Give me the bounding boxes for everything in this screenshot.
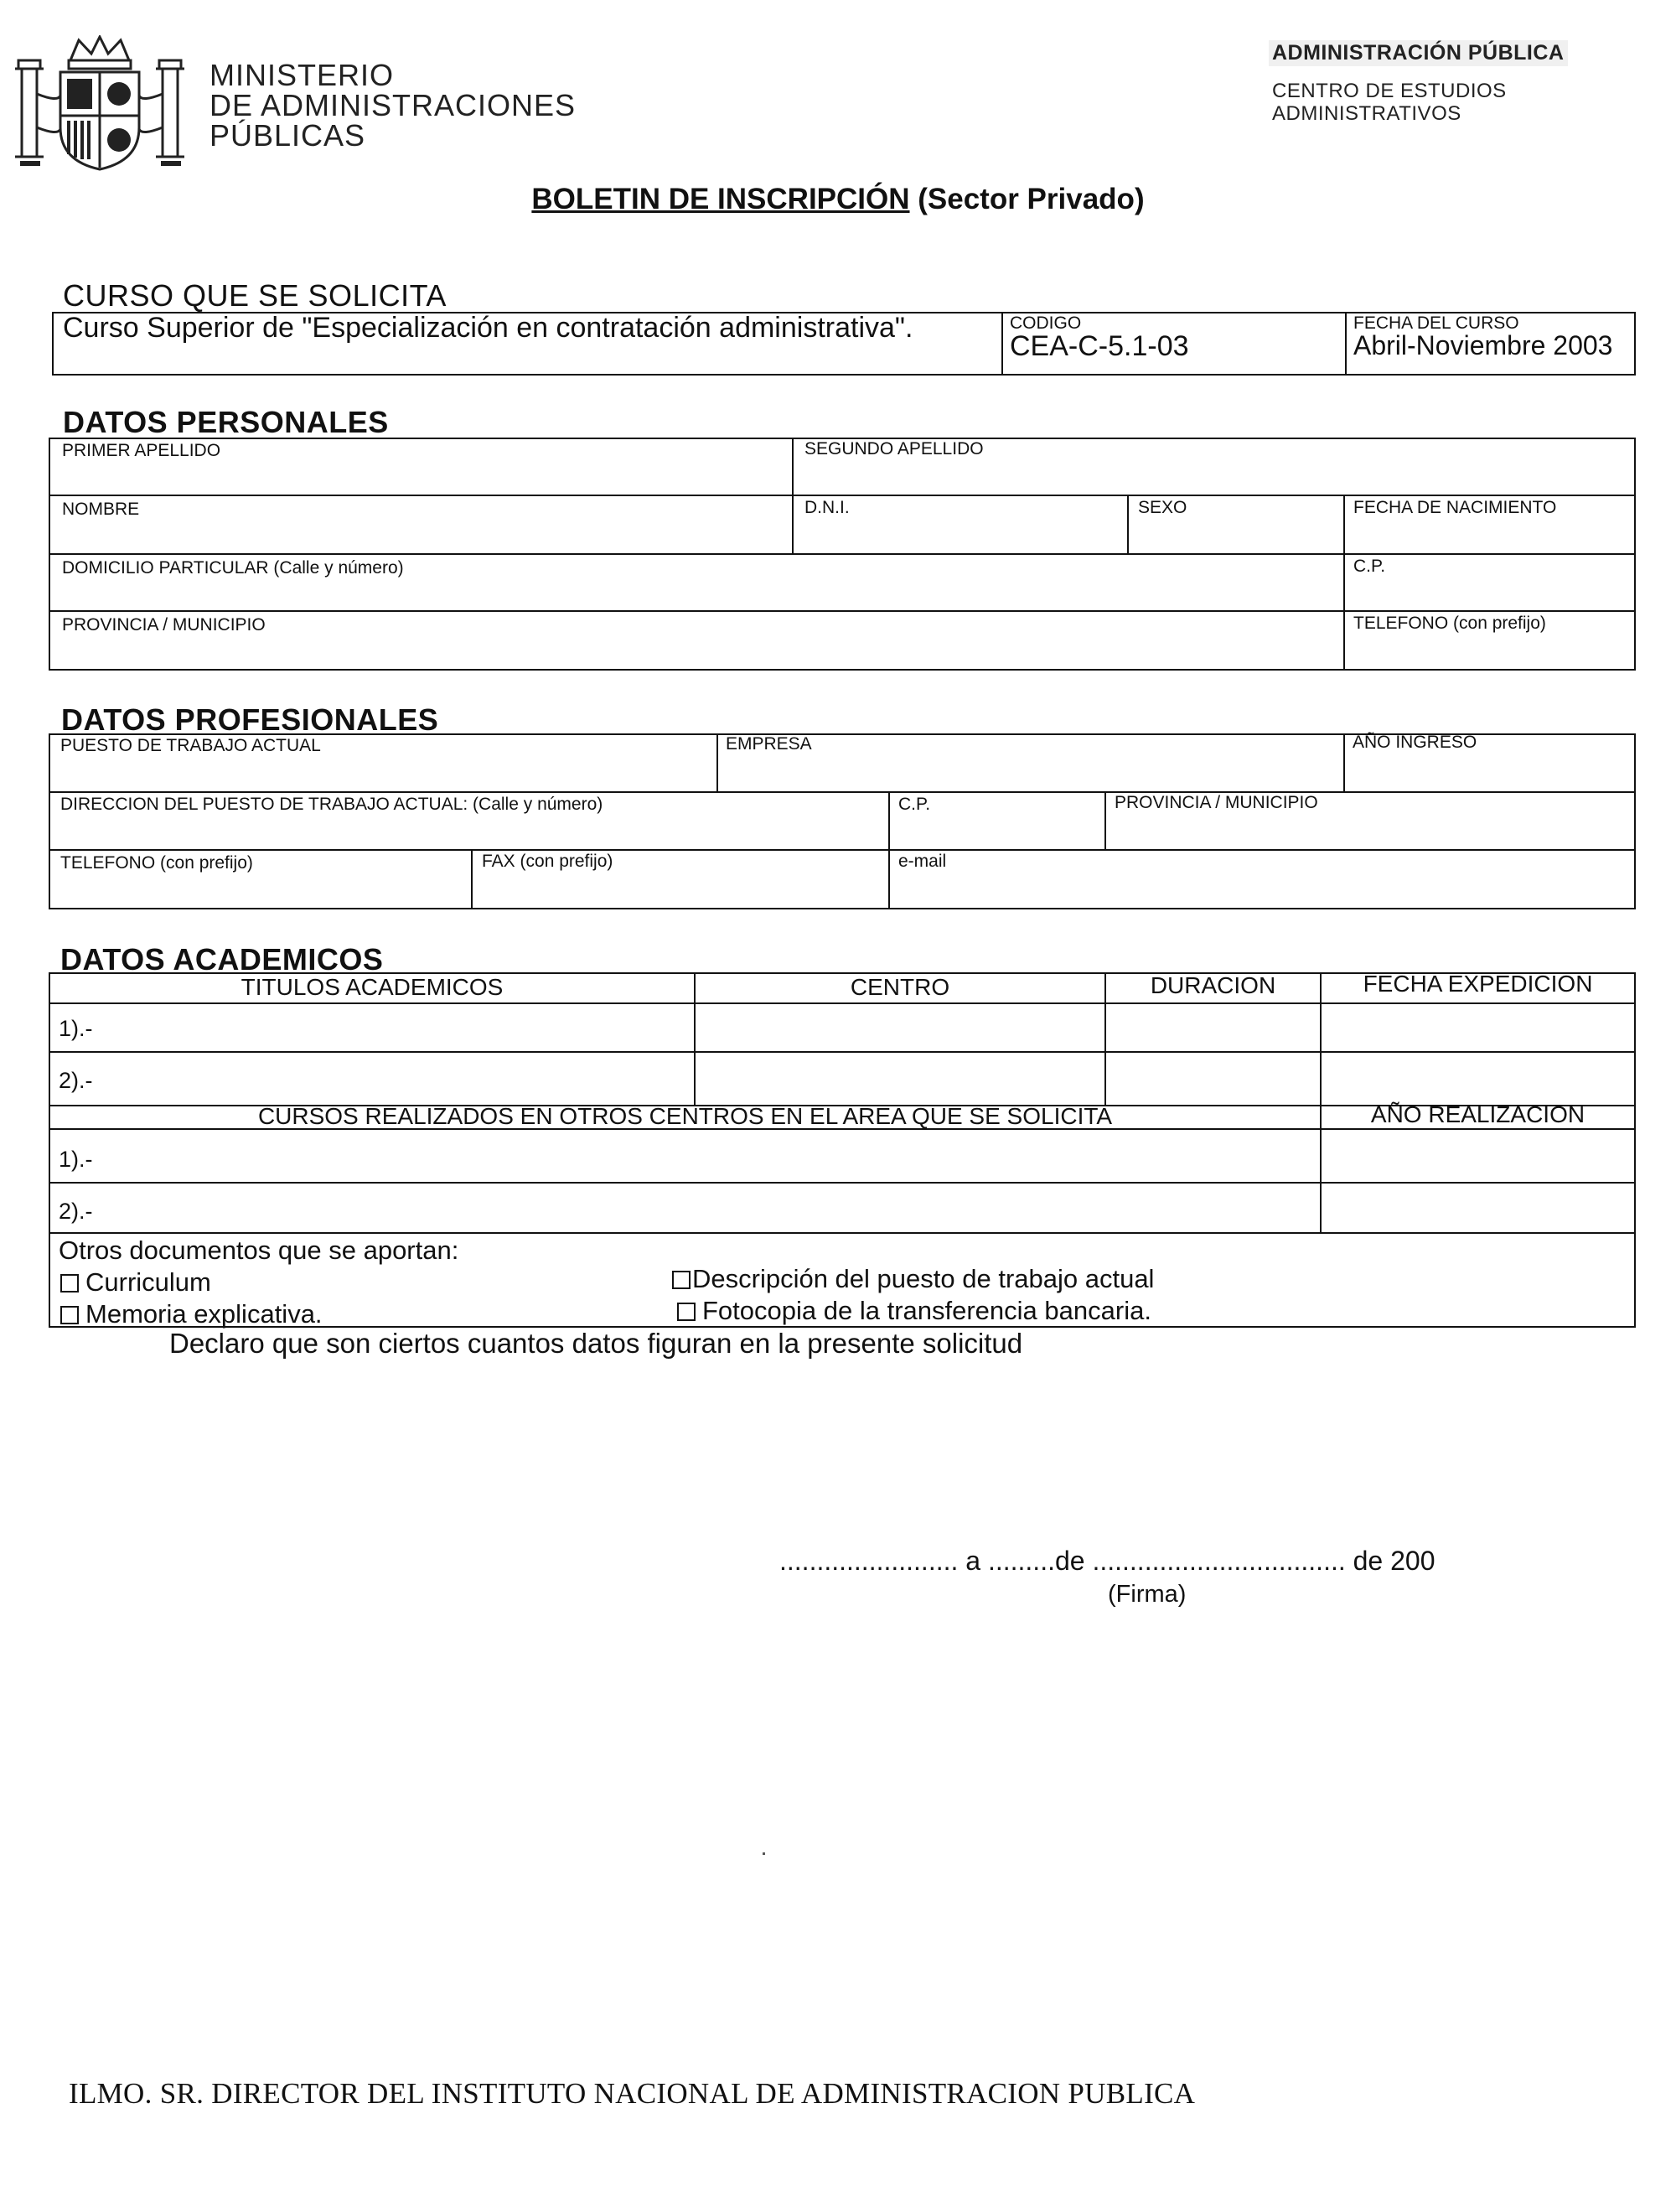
doc-fotocopia-label: Fotocopia de la transferencia bancaria. xyxy=(702,1296,1151,1325)
form-title-main: BOLETIN DE INSCRIPCIÓN xyxy=(531,183,910,215)
professional-col-line-3 xyxy=(888,791,890,909)
form-title xyxy=(0,183,1676,216)
field-email[interactable]: e-mail xyxy=(898,852,947,871)
signature-label: (Firma) xyxy=(1108,1581,1187,1608)
field-puesto[interactable]: PUESTO DE TRABAJO ACTUAL xyxy=(60,736,321,755)
field-provincia-trabajo[interactable]: PROVINCIA / MUNICIPIO xyxy=(1115,793,1318,812)
otros-documentos-label: Otros documentos que se aportan: xyxy=(59,1236,459,1265)
center-line-2: ADMINISTRATIVOS xyxy=(1272,102,1461,125)
col-cursos: CURSOS REALIZADOS EN OTROS CENTROS EN EL AREA QUE SE SOLICITA xyxy=(257,1103,1113,1129)
field-telefono-trabajo[interactable]: TELEFONO (con prefijo) xyxy=(60,853,253,873)
professional-row-line-2 xyxy=(49,849,1636,851)
doc-descripcion[interactable] xyxy=(672,1264,1154,1294)
academic-row-line-2 xyxy=(49,1051,1636,1053)
admin-title: ADMINISTRACIÓN PÚBLICA xyxy=(1269,40,1568,66)
field-provincia[interactable]: PROVINCIA / MUNICIPIO xyxy=(62,615,266,635)
col-anio-realizacion: AÑO REALIZACION xyxy=(1370,1101,1585,1127)
academic-row-line-6 xyxy=(49,1232,1636,1234)
checkbox-icon[interactable] xyxy=(60,1306,79,1324)
addressee: ILMO. SR. DIRECTOR DEL INSTITUTO NACIONAL DE ADMINISTRACION PUBLICA xyxy=(69,2077,1196,2110)
course-date-value[interactable]: Abril-Noviembre 2003 xyxy=(1353,330,1613,360)
course-divider-1 xyxy=(1001,312,1003,376)
field-telefono[interactable]: TELEFONO (con prefijo) xyxy=(1353,614,1546,633)
field-anio-ingreso[interactable]: AÑO INGRESO xyxy=(1353,733,1477,752)
course-heading: CURSO QUE SE SOLICITA xyxy=(63,278,447,313)
personal-row-line-2 xyxy=(49,553,1636,555)
center-line-1: CENTRO DE ESTUDIOS xyxy=(1272,80,1507,102)
field-cp-trabajo[interactable]: C.P. xyxy=(898,795,931,814)
academic-row-line-5 xyxy=(49,1182,1636,1184)
curso-row-1[interactable]: 1).- xyxy=(59,1147,93,1172)
scan-speck xyxy=(763,1852,765,1855)
personal-heading: DATOS PERSONALES xyxy=(63,405,389,439)
personal-col-line-2 xyxy=(1127,495,1129,553)
academic-heading: DATOS ACADEMICOS xyxy=(60,942,384,976)
personal-row-line-1 xyxy=(49,495,1636,496)
place-date-line[interactable]: ........................ a .........de .................................. de 200 xyxy=(779,1546,1435,1576)
doc-memoria[interactable] xyxy=(60,1299,323,1329)
field-direccion-trabajo[interactable]: DIRECCION DEL PUESTO DE TRABAJO ACTUAL: (Calle y número) xyxy=(60,795,603,814)
titulo-row-2[interactable]: 2).- xyxy=(59,1068,93,1093)
col-centro: CENTRO xyxy=(850,974,950,1000)
course-code-value[interactable]: CEA-C-5.1-03 xyxy=(1010,330,1189,362)
declaration: Declaro que son ciertos cuantos datos figuran en la presente solicitud xyxy=(169,1328,1023,1359)
field-dni[interactable]: D.N.I. xyxy=(804,498,850,517)
checkbox-icon[interactable] xyxy=(60,1274,79,1292)
spain-coat-of-arms-logo xyxy=(12,35,188,174)
doc-memoria-label: Memoria explicativa. xyxy=(85,1299,323,1329)
course-name: Curso Superior de "Especialización en contratación administrativa". xyxy=(63,312,913,344)
personal-col-line-1 xyxy=(792,438,794,553)
doc-curriculum-label: Curriculum xyxy=(85,1267,211,1297)
field-fax[interactable]: FAX (con prefijo) xyxy=(482,852,613,871)
course-code-label: CODIGO xyxy=(1010,313,1082,333)
course-date-label: FECHA DEL CURSO xyxy=(1353,313,1519,333)
ministry-line-1: MINISTERIO xyxy=(210,58,395,92)
form-title-sub: (Sector Privado) xyxy=(918,183,1145,215)
personal-col-line-3 xyxy=(1343,495,1345,671)
professional-col-line-2 xyxy=(1343,733,1345,791)
curso-row-2[interactable]: 2).- xyxy=(59,1199,93,1224)
field-segundo-apellido[interactable]: SEGUNDO APELLIDO xyxy=(804,439,984,458)
doc-curriculum[interactable] xyxy=(60,1267,211,1298)
professional-row-line-1 xyxy=(49,791,1636,793)
checkbox-icon[interactable] xyxy=(677,1303,696,1321)
professional-col-line-5 xyxy=(471,849,473,909)
professional-col-line-4 xyxy=(1104,791,1106,849)
col-duracion: DURACION xyxy=(1150,972,1276,998)
field-empresa[interactable]: EMPRESA xyxy=(726,734,812,754)
field-cp[interactable]: C.P. xyxy=(1353,557,1386,576)
professional-col-line-1 xyxy=(716,733,718,791)
ministry-name xyxy=(210,60,576,151)
field-domicilio[interactable]: DOMICILIO PARTICULAR (Calle y número) xyxy=(62,558,404,578)
col-fecha-expedicion: FECHA EXPEDICION xyxy=(1363,971,1593,997)
course-divider-2 xyxy=(1345,312,1347,376)
ministry-line-3: PÚBLICAS xyxy=(210,118,366,153)
checkbox-icon[interactable] xyxy=(672,1271,691,1289)
ministry-line-2: DE ADMINISTRACIONES xyxy=(210,88,577,122)
titulo-row-1[interactable]: 1).- xyxy=(59,1016,93,1041)
field-sexo[interactable]: SEXO xyxy=(1138,498,1187,517)
professional-table xyxy=(49,733,1636,909)
field-nombre[interactable]: NOMBRE xyxy=(62,500,140,519)
personal-row-line-3 xyxy=(49,610,1636,612)
doc-fotocopia[interactable] xyxy=(677,1296,1151,1326)
professional-heading: DATOS PROFESIONALES xyxy=(61,702,439,737)
col-titulos: TITULOS ACADEMICOS xyxy=(241,974,504,1000)
field-primer-apellido[interactable]: PRIMER APELLIDO xyxy=(62,441,221,460)
academic-row-line-1 xyxy=(49,1002,1636,1004)
doc-descripcion-label: Descripción del puesto de trabajo actual xyxy=(692,1264,1155,1293)
field-fecha-nacimiento[interactable]: FECHA DE NACIMIENTO xyxy=(1353,498,1557,517)
admin-block xyxy=(1272,40,1568,125)
